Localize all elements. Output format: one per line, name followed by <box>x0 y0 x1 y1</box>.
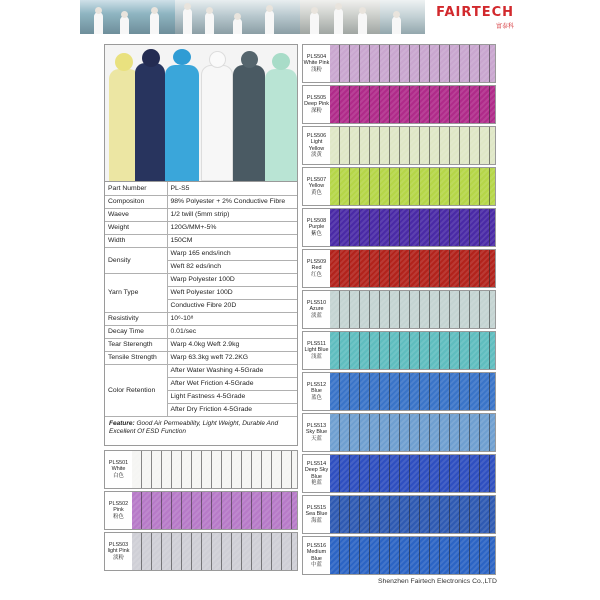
swatch-cn: 淡黄 <box>311 151 322 158</box>
brand-logo <box>425 0 520 34</box>
swatch-label <box>303 496 330 533</box>
header-banner <box>80 0 520 34</box>
swatch-cn: 海蓝 <box>311 517 322 524</box>
swatch-code: PLS503 <box>108 541 129 548</box>
spec-value: 0.01/sec <box>167 325 297 338</box>
swatch-code: PLS514 <box>306 460 327 467</box>
swatch-name: light Pink <box>107 548 130 555</box>
fabric-swatch <box>330 86 495 123</box>
swatch-label <box>303 168 330 205</box>
swatch-name: Deep Sky Blue <box>304 467 329 480</box>
swatch-code: PLS516 <box>306 542 327 549</box>
spec-row <box>105 195 297 208</box>
spec-row <box>105 273 297 286</box>
swatch-cn: 浅蓝 <box>311 353 322 360</box>
swatch-tile-pls501 <box>104 450 298 489</box>
swatch-tile-pls516 <box>302 536 496 575</box>
spec-key: Yarn Type <box>105 273 167 312</box>
swatch-code: PLS504 <box>306 53 327 60</box>
swatch-code: PLS511 <box>307 340 326 347</box>
spec-row <box>105 338 297 351</box>
spec-value: Conductive Fibre 20D <box>167 299 297 312</box>
fabric-swatch <box>330 45 495 82</box>
spec-value: Light Fastness 4-5Grade <box>167 390 297 403</box>
swatch-code: PLS502 <box>108 500 129 507</box>
swatch-name: Yellow <box>308 183 325 190</box>
swatch-name: White Pink <box>303 60 330 67</box>
spec-key: Color Retention <box>105 364 167 416</box>
fabric-swatch <box>330 496 495 533</box>
spec-value: Warp 63.3kg weft 72.2KG <box>167 351 297 364</box>
fabric-swatch <box>330 537 495 574</box>
feature-note <box>105 417 297 441</box>
fabric-swatch <box>330 291 495 328</box>
spec-value: 98% Polyester + 2% Conductive Fibre <box>167 195 297 208</box>
spec-key: Compositon <box>105 195 167 208</box>
swatch-code: PLS510 <box>306 299 327 306</box>
spec-value: 150CM <box>167 234 297 247</box>
spec-value: Warp 165 ends/inch <box>167 247 297 260</box>
logo-cn-text: 富泰科 <box>495 23 514 30</box>
swatch-name: Purple <box>308 224 325 231</box>
swatch-name: Blue <box>311 388 322 395</box>
fabric-swatch <box>330 455 495 492</box>
factory-photo <box>380 0 425 34</box>
swatch-tile-pls507 <box>302 167 496 206</box>
swatch-cn: 浅粉 <box>311 66 322 73</box>
spec-key: Waeve <box>105 208 167 221</box>
spec-row <box>105 312 297 325</box>
fabric-swatch <box>330 209 495 246</box>
swatch-cn: 紫色 <box>311 230 322 237</box>
swatch-code: PLS508 <box>306 217 327 224</box>
swatch-code: PLS515 <box>306 504 327 511</box>
spec-key: Density <box>105 247 167 273</box>
swatch-name: Light Blue <box>304 347 329 354</box>
fabric-swatch <box>330 127 495 164</box>
spec-card <box>104 44 298 446</box>
factory-photo <box>300 0 380 34</box>
spec-row <box>105 364 297 377</box>
spec-row <box>105 208 297 221</box>
swatch-cn: 白色 <box>113 472 124 479</box>
swatch-cn: 淡蓝 <box>311 312 322 319</box>
factory-photo <box>80 0 175 34</box>
fabric-swatch <box>330 414 495 451</box>
swatch-label <box>105 492 132 529</box>
swatch-cn: 淡粉 <box>113 554 124 561</box>
swatch-name: Sea Blue <box>305 511 328 518</box>
spec-row <box>105 351 297 364</box>
factory-photo <box>175 0 300 34</box>
spec-value: Warp 4.0kg Weft 2.9kg <box>167 338 297 351</box>
spec-value: Weft Polyester 100D <box>167 286 297 299</box>
swatch-tile-pls508 <box>302 208 496 247</box>
spec-row <box>105 247 297 260</box>
swatch-label <box>105 451 132 488</box>
spec-value: 1/2 twill (5mm strip) <box>167 208 297 221</box>
swatch-cn: 蓝色 <box>311 394 322 401</box>
spec-value: After Dry Friction 4-5Grade <box>167 403 297 416</box>
swatch-name: Red <box>311 265 322 272</box>
swatch-label <box>303 414 330 451</box>
feature-label: Feature: <box>109 419 135 427</box>
swatch-cn: 黄色 <box>311 189 322 196</box>
swatch-tile-pls511 <box>302 331 496 370</box>
swatch-label <box>105 533 132 570</box>
spec-key: Decay Time <box>105 325 167 338</box>
fabric-swatch <box>132 533 297 570</box>
swatch-name: Pink <box>113 507 124 514</box>
spec-row <box>105 182 297 195</box>
spec-row <box>105 221 297 234</box>
swatch-code: PLS512 <box>306 381 327 388</box>
swatch-tile-pls505 <box>302 85 496 124</box>
swatch-tile-pls502 <box>104 491 298 530</box>
swatch-label <box>303 250 330 287</box>
swatch-name: Deep Pink <box>304 101 329 108</box>
fabric-swatch <box>330 332 495 369</box>
swatch-label <box>303 291 330 328</box>
swatch-name: Medium Blue <box>306 549 327 562</box>
swatch-label <box>303 45 330 82</box>
fabric-swatch <box>330 168 495 205</box>
swatch-name: White <box>111 466 126 473</box>
swatch-name: Sky Blue <box>305 429 328 436</box>
swatch-code: PLS513 <box>306 422 327 429</box>
swatch-label <box>303 332 330 369</box>
fabric-swatch <box>330 250 495 287</box>
swatch-tile-pls503 <box>104 532 298 571</box>
company-footer: Shenzhen Fairtech Electronics Co.,LTD <box>378 578 497 585</box>
swatch-code: PLS509 <box>306 258 327 265</box>
spec-key: Weight <box>105 221 167 234</box>
swatch-cn: 艳蓝 <box>311 479 322 486</box>
spec-key: Resistivity <box>105 312 167 325</box>
spec-key: Part Number <box>105 182 167 195</box>
swatch-code: PLS507 <box>306 176 327 183</box>
spec-value: After Wet Friction 4-5Grade <box>167 377 297 390</box>
swatch-cn: 粉色 <box>113 513 124 520</box>
swatch-tile-pls515 <box>302 495 496 534</box>
swatch-label <box>303 209 330 246</box>
swatch-tile-pls509 <box>302 249 496 288</box>
swatch-code: PLS501 <box>108 459 129 466</box>
spec-key: Width <box>105 234 167 247</box>
spec-value: After Water Washing 4-5Grade <box>167 364 297 377</box>
spec-table <box>105 182 297 417</box>
swatch-cn: 红色 <box>311 271 322 278</box>
swatch-tile-pls512 <box>302 372 496 411</box>
swatch-label <box>303 86 330 123</box>
spec-row <box>105 234 297 247</box>
swatch-tile-pls506 <box>302 126 496 165</box>
swatch-tile-pls514 <box>302 454 496 493</box>
swatch-label <box>303 373 330 410</box>
swatch-name: Azure <box>309 306 324 313</box>
spec-value: PL-S5 <box>167 182 297 195</box>
swatch-code: PLS506 <box>306 132 327 139</box>
spec-value: 10⁶-10⁸ <box>167 312 297 325</box>
feature-text: Good Air Permeability, Light Weight, Durable And Excellent Of ESD Function <box>109 419 279 436</box>
fabric-swatch <box>330 373 495 410</box>
swatch-tile-pls513 <box>302 413 496 452</box>
spec-key: Tensile Strength <box>105 351 167 364</box>
spec-value: Warp Polyester 100D <box>167 273 297 286</box>
fabric-swatch <box>132 451 297 488</box>
swatch-label <box>303 455 330 492</box>
swatch-tile-pls510 <box>302 290 496 329</box>
swatch-cn: 深粉 <box>311 107 322 114</box>
swatch-cn: 中蓝 <box>311 561 322 568</box>
spec-value: 120G/MM+-5% <box>167 221 297 234</box>
swatch-name: Light Yellow <box>308 139 325 152</box>
swatch-tile-pls504 <box>302 44 496 83</box>
fabric-swatch <box>132 492 297 529</box>
swatch-code: PLS505 <box>306 94 327 101</box>
swatch-cn: 天蓝 <box>311 435 322 442</box>
spec-key: Tear Sterength <box>105 338 167 351</box>
swatch-label <box>303 537 330 574</box>
swatch-label <box>303 127 330 164</box>
spec-value: Weft 82 eds/inch <box>167 260 297 273</box>
garment-models-photo <box>105 45 297 182</box>
spec-row <box>105 325 297 338</box>
logo-text: FAIRTECH <box>436 4 514 20</box>
